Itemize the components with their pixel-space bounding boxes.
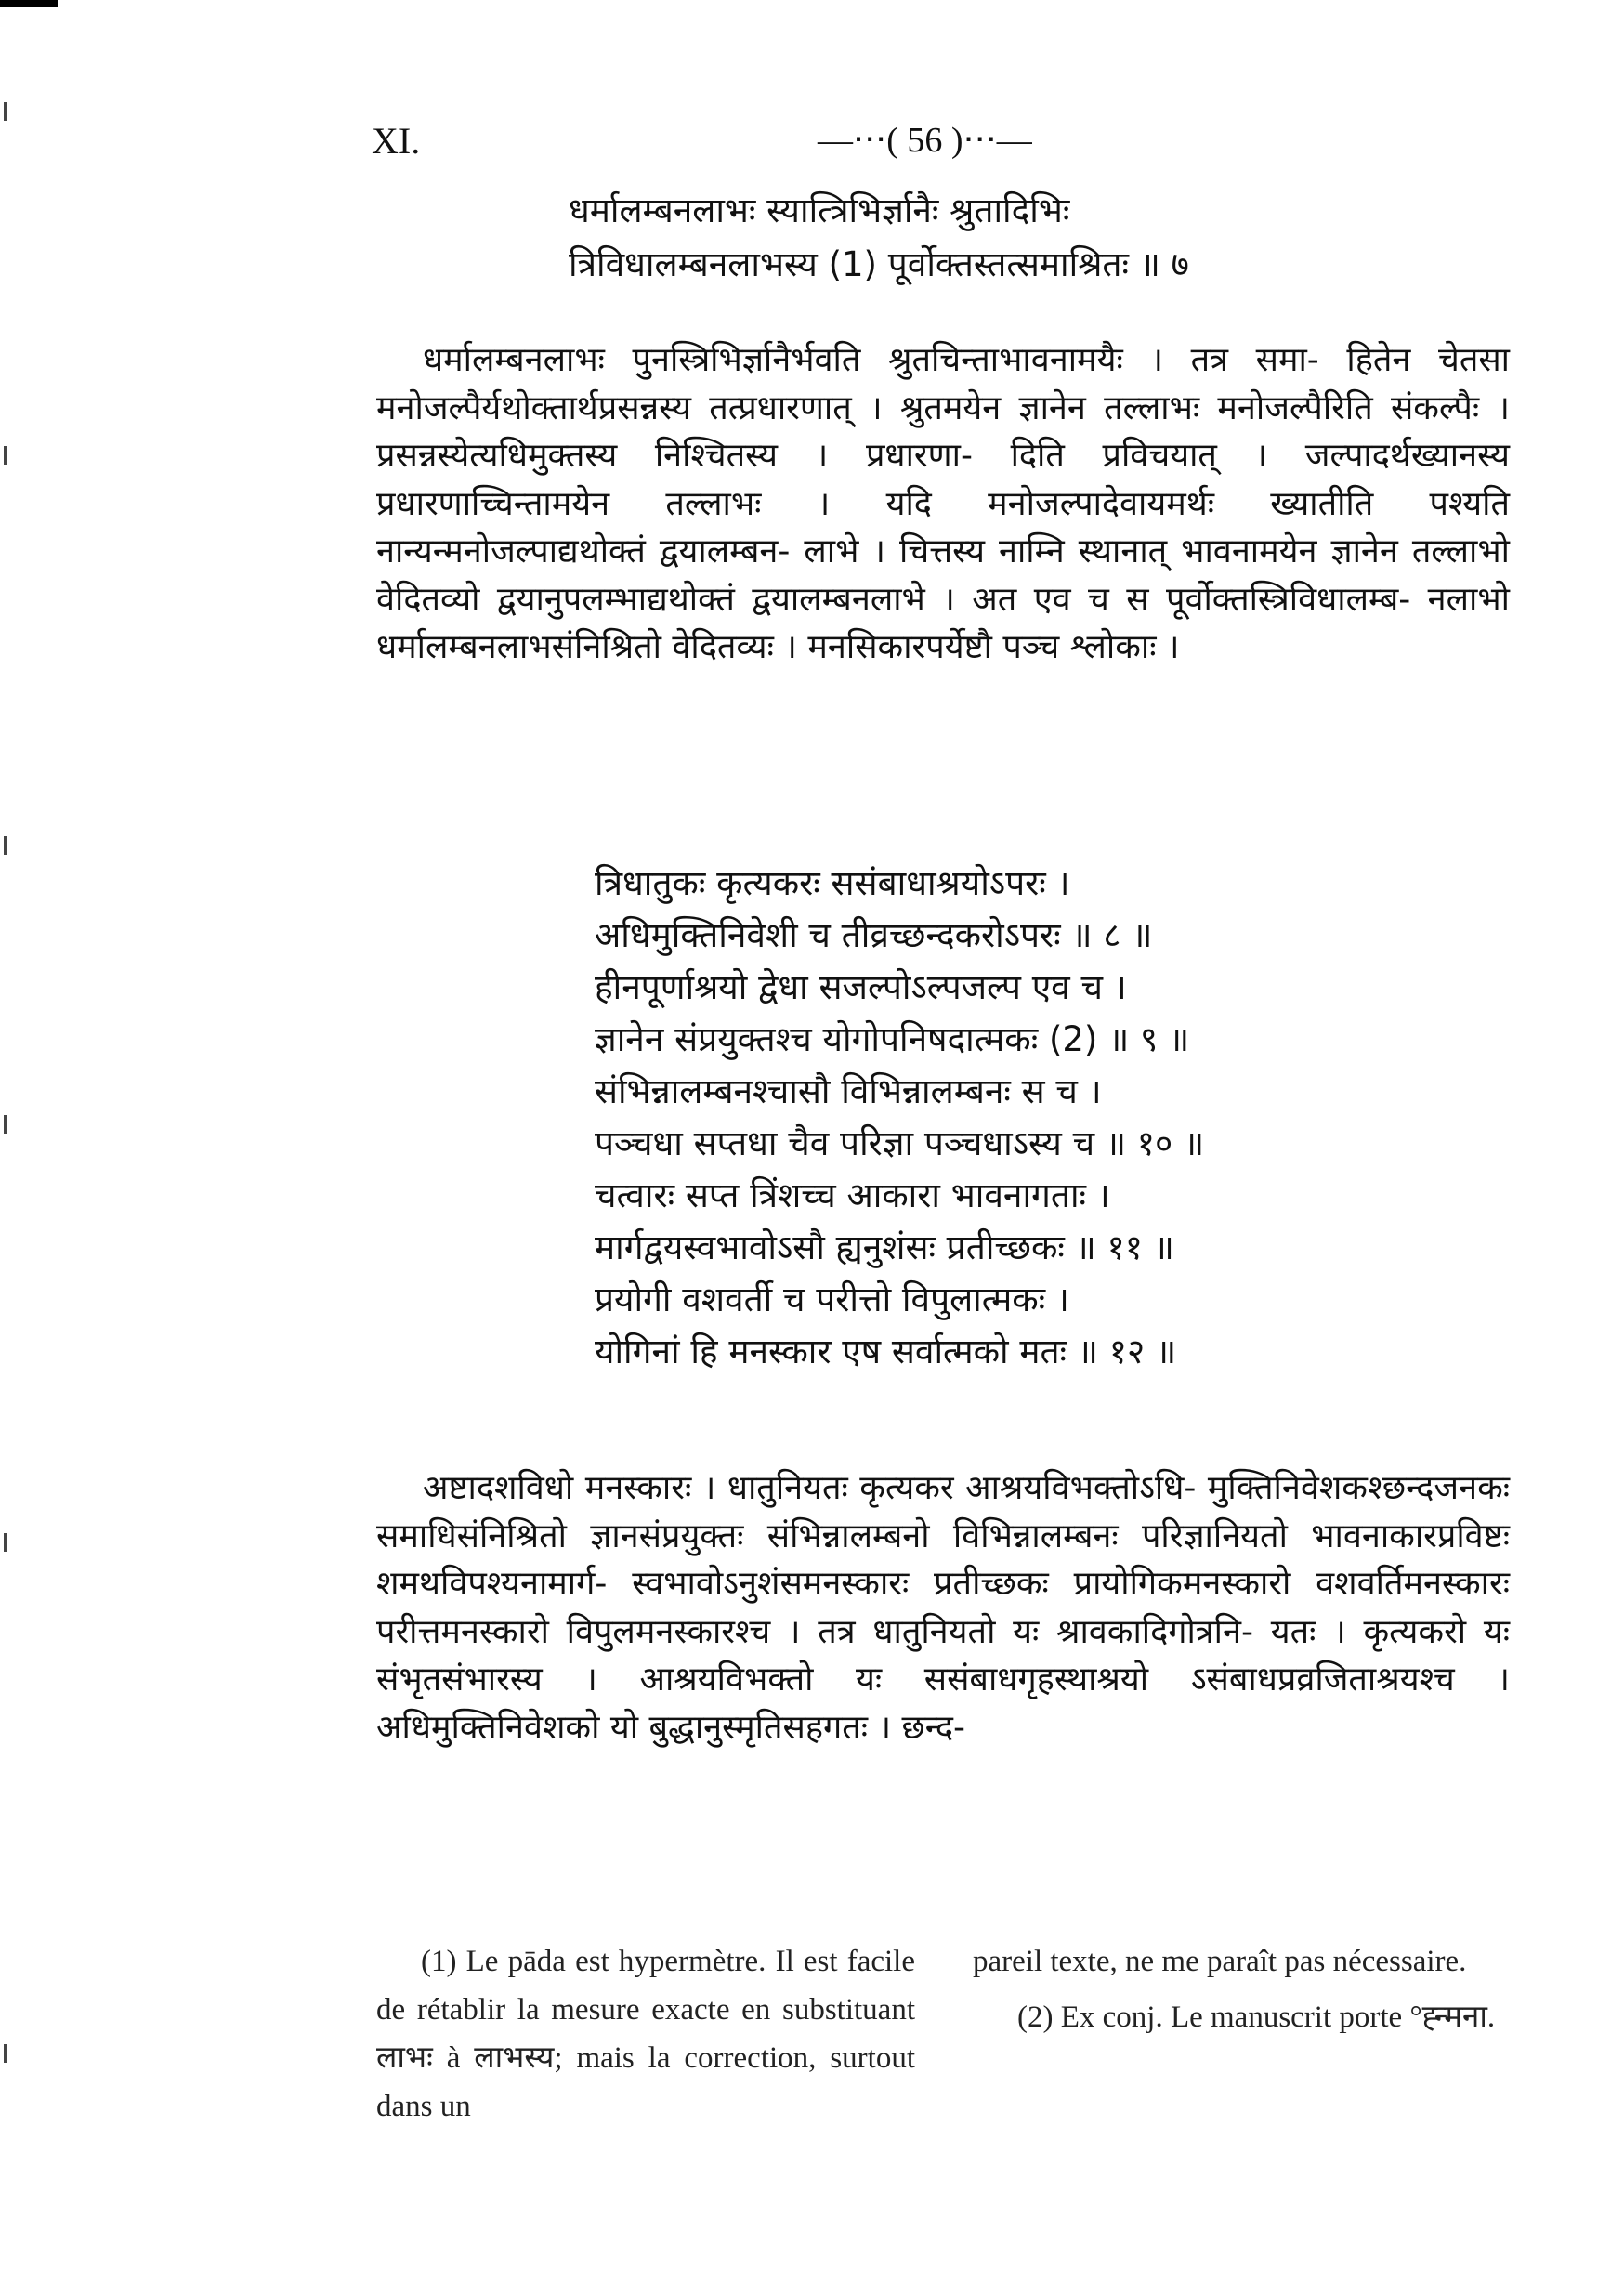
- commentary-line: हितेन चेतसा मनोजल्पैर्यथोक्तार्थप्रसन्नस्य तत्प्रधारणात् । श्रुतमयेन ज्ञानेन: [376, 341, 1510, 427]
- verse-line: ज्ञानेन संप्रयुक्तश्च योगोपनिषदात्मकः (2) ॥ ९ ॥: [595, 1019, 1190, 1059]
- scan-edge-dash: [4, 2044, 7, 2063]
- verse-line: हीनपूर्णाश्रयो द्वेधा सजल्पोऽल्पजल्प एव च ।: [595, 967, 1127, 1007]
- verse-line: प्रयोगी वशवर्ती च परीत्तो विपुलात्मकः ।: [595, 1279, 1069, 1319]
- scan-edge-dash: [4, 446, 7, 465]
- verse-line: धर्मालम्बनलाभः स्यात्त्रिभिर्ज्ञानैः श्रुतादिभिः: [569, 190, 1070, 230]
- commentary-line: धर्मालम्बनलाभः पुनस्त्रिभिर्ज्ञानैर्भवति श्रुतचिन्ताभावनामयैः । तत्र समा-: [423, 341, 1347, 379]
- verse-line: त्रिविधालम्बनलाभस्य (1) पूर्वोक्तस्तत्समाश्रितः ॥ ७: [569, 244, 1189, 284]
- commentary-line: लाभे । चित्तस्य नाम्नि स्थानात् भावनामयेन ज्ञानेन तल्लाभो वेदितव्यो: [376, 532, 1510, 619]
- scan-edge-dash: [4, 836, 7, 855]
- commentary-paragraph: [376, 336, 1510, 672]
- verse-line: योगिनां हि मनस्कार एष सर्वात्मको मतः ॥ १२ ॥: [595, 1332, 1177, 1371]
- page-number: —⋅⋅⋅( 56 )⋅⋅⋅—: [818, 121, 1032, 160]
- commentary-line: नलाभो धर्मालम्बनलाभसंनिश्रितो वेदितव्यः । मनसिकारपर्येष्टौ पञ्च: [376, 580, 1511, 666]
- verse-line: त्रिधातुकः कृत्यकरः ससंबाधाश्रयोऽपरः ।: [595, 863, 1070, 903]
- scan-edge-mark: [0, 0, 58, 7]
- commentary-paragraph: [376, 1464, 1510, 1752]
- commentary-line: स्वभावोऽनुशंसमनस्कारः प्रतीच्छकः प्रायोगिकमनस्कारो वशवर्तिमनस्कारः: [632, 1565, 1510, 1603]
- section-number: XI.: [372, 120, 421, 162]
- commentary-line: ऽसंबाधप्रव्रजिताश्रयश्च । अधिमुक्तिनिवेशको यो बुद्धानुस्मृतिसहगतः । छन्द-: [376, 1660, 1510, 1747]
- commentary-line: यतः । कृत्यकरो यः संभृतसंभारस्य । आश्रयविभक्तो यः ससंबाधगृहस्थाश्रयो: [376, 1612, 1510, 1699]
- verse-line: चत्वारः सप्त त्रिंशच्च आकारा भावनागताः ।: [595, 1175, 1110, 1215]
- footnote-column-right: [973, 1937, 1519, 2041]
- commentary-line: तल्लाभः मनोजल्पैरिति संकल्पैः । प्रसन्नस्येत्यधिमुक्तस्य निश्चितस्य । प्रधारणा-: [376, 388, 1510, 475]
- footnote-2: (2) Ex conj. Le manuscrit porte °ह्न्मना.: [1017, 2001, 1496, 2034]
- verse-line: संभिन्नालम्बनश्चासौ विभिन्नालम्बनः स च ।: [595, 1071, 1102, 1111]
- commentary-line: परीत्तमनस्कारो विपुलमनस्कारश्च । तत्र धातुनियतो यः श्रावकादिगोत्रनि-: [376, 1612, 1271, 1651]
- verse-line: पञ्चधा सप्तधा चैव परिज्ञा पञ्चधाऽस्य च ॥ १० ॥: [595, 1123, 1205, 1163]
- commentary-line: श्लोकाः ।: [1069, 628, 1180, 666]
- commentary-line: मुक्तिनिवेशकश्छन्दजनकः समाधिसंनिश्रितो ज्ञानसंप्रयुक्तः संभिन्नालम्बनो: [376, 1469, 1510, 1555]
- commentary-line: द्वयानुपलम्भाद्यथोक्तं द्वयालम्बनलाभे । अत एव च स पूर्वोक्तस्त्रिविधालम्ब-: [496, 580, 1428, 619]
- commentary-line: मनोजल्पादेवायमर्थः ख्यातीति पश्यति नान्यन्मनोजल्पाद्यथोक्तं द्वयालम्बन-: [376, 484, 1510, 571]
- commentary-line: विभिन्नालम्बनः परिज्ञानियतो भावनाकारप्रविष्टः शमथविपश्यनामार्ग-: [376, 1516, 1510, 1603]
- verse-line: अधिमुक्तिनिवेशी च तीव्रच्छन्दकरोऽपरः ॥ ८ ॥: [595, 915, 1153, 955]
- footnote-1-continued: pareil texte, ne me paraît pas nécessaire.: [973, 1945, 1467, 1978]
- footnotes: [376, 1937, 1519, 2142]
- commentary-line: अष्टादशविधो मनस्कारः । धातुनियतः कृत्यकर आश्रयविभक्तोऽधि-: [423, 1469, 1208, 1507]
- scan-edge-dash: [4, 102, 7, 121]
- commentary-line: दिति प्रविचयात् । जल्पादर्थख्यानस्य प्रधारणाच्चिन्तामयेन तल्लाभः । यदि: [376, 437, 1510, 523]
- scan-edge-dash: [4, 1115, 7, 1134]
- footnote-1: (1) Le pāda est hypermètre. Il est facile de rétablir la mesure exacte en substituant लाभः à लाभस्य; mais la correction, surtout dans un: [376, 1945, 915, 2123]
- scan-edge-dash: [4, 1533, 7, 1552]
- running-header: [372, 119, 1524, 175]
- verse-line: मार्गद्वयस्वभावोऽसौ ह्यनुशंसः प्रतीच्छकः ॥ ११ ॥: [595, 1227, 1174, 1267]
